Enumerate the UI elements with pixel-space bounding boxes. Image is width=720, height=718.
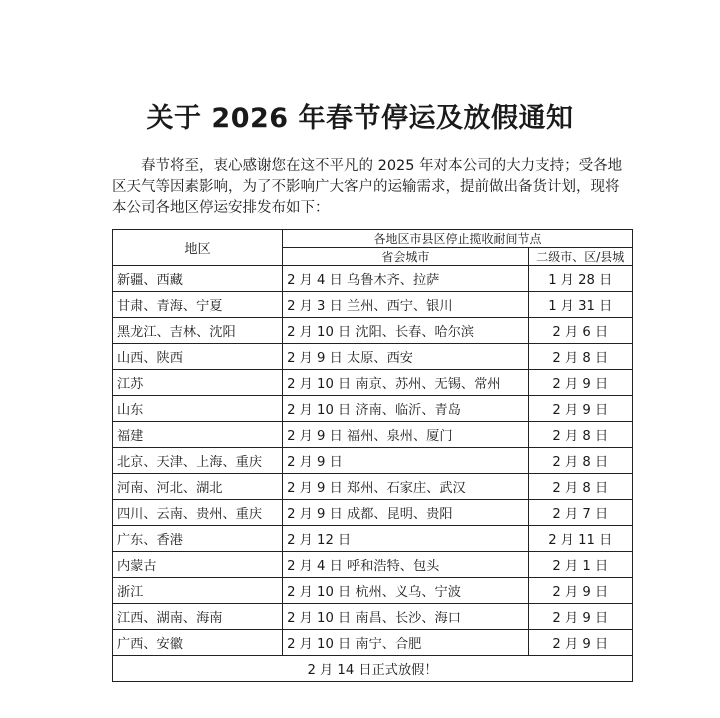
provincial-date-cell: 2 月 3 日 兰州、西宁、银川	[283, 292, 528, 318]
table-header-row	[113, 230, 633, 248]
secondary-date-cell: 2 月 8 日	[528, 344, 632, 370]
secondary-date-cell: 2 月 11 日	[528, 526, 632, 552]
table-row	[113, 474, 633, 500]
schedule-table	[112, 229, 633, 682]
intro-line-2: 区天气等因素影响，为了不影响广大客户的运输需求，提前做出备货计划，现将	[112, 179, 620, 195]
provincial-date-cell: 2 月 9 日 郑州、石家庄、武汉	[283, 474, 528, 500]
header-region: 地区	[113, 230, 283, 266]
table-row	[113, 266, 633, 292]
provincial-date-cell: 2 月 10 日 济南、临沂、青岛	[283, 396, 528, 422]
table-row	[113, 500, 633, 526]
intro-line-3: 本公司各地区停运安排发布如下：	[112, 200, 330, 216]
secondary-date-cell: 2 月 9 日	[528, 630, 632, 656]
notice-title: 关于 2026 年春节停运及放假通知	[146, 103, 574, 134]
table-row	[113, 292, 633, 318]
table-row	[113, 370, 633, 396]
table-row	[113, 552, 633, 578]
provincial-date-cell: 2 月 9 日 太原、西安	[283, 344, 528, 370]
region-cell: 内蒙古	[113, 552, 283, 578]
region-cell: 浙江	[113, 578, 283, 604]
region-cell: 山西、陕西	[113, 344, 283, 370]
provincial-date-cell: 2 月 4 日 呼和浩特、包头	[283, 552, 528, 578]
provincial-date-cell: 2 月 4 日 乌鲁木齐、拉萨	[283, 266, 528, 292]
secondary-date-cell: 2 月 8 日	[528, 422, 632, 448]
secondary-date-cell: 2 月 8 日	[528, 448, 632, 474]
table-footer-row	[113, 656, 633, 682]
table-row	[113, 578, 633, 604]
secondary-date-cell: 2 月 9 日	[528, 370, 632, 396]
intro-line-1: 春节将至，衷心感谢您在这不平凡的 2025 年对本公司的大力支持；受各地	[141, 158, 623, 174]
region-cell: 四川、云南、贵州、重庆	[113, 500, 283, 526]
region-cell: 新疆、西藏	[113, 266, 283, 292]
region-cell: 江苏	[113, 370, 283, 396]
region-cell: 江西、湖南、海南	[113, 604, 283, 630]
header-provincial: 省会城市	[283, 248, 528, 266]
table-row	[113, 344, 633, 370]
secondary-date-cell: 2 月 9 日	[528, 396, 632, 422]
provincial-date-cell: 2 月 10 日 南宁、合肥	[283, 630, 528, 656]
provincial-date-cell: 2 月 9 日	[283, 448, 528, 474]
secondary-date-cell: 2 月 1 日	[528, 552, 632, 578]
header-secondary: 二级市、区/县城	[528, 248, 632, 266]
provincial-date-cell: 2 月 12 日	[283, 526, 528, 552]
provincial-date-cell: 2 月 10 日 南京、苏州、无锡、常州	[283, 370, 528, 396]
table-row	[113, 604, 633, 630]
table-row	[113, 526, 633, 552]
holiday-note: 2 月 14 日正式放假！	[113, 656, 633, 682]
region-cell: 黑龙江、吉林、沈阳	[113, 318, 283, 344]
secondary-date-cell: 2 月 8 日	[528, 474, 632, 500]
table-row	[113, 630, 633, 656]
provincial-date-cell: 2 月 10 日 南昌、长沙、海口	[283, 604, 528, 630]
secondary-date-cell: 2 月 9 日	[528, 604, 632, 630]
secondary-date-cell: 2 月 6 日	[528, 318, 632, 344]
provincial-date-cell: 2 月 10 日 沈阳、长春、哈尔滨	[283, 318, 528, 344]
secondary-date-cell: 2 月 7 日	[528, 500, 632, 526]
table-row	[113, 448, 633, 474]
region-cell: 广东、香港	[113, 526, 283, 552]
table-row	[113, 422, 633, 448]
notice-intro	[112, 156, 632, 219]
provincial-date-cell: 2 月 9 日 福州、泉州、厦门	[283, 422, 528, 448]
secondary-date-cell: 1 月 28 日	[528, 266, 632, 292]
region-cell: 福建	[113, 422, 283, 448]
secondary-date-cell: 1 月 31 日	[528, 292, 632, 318]
secondary-date-cell: 2 月 9 日	[528, 578, 632, 604]
region-cell: 甘肃、青海、宁夏	[113, 292, 283, 318]
region-cell: 山东	[113, 396, 283, 422]
provincial-date-cell: 2 月 10 日 杭州、义乌、宁波	[283, 578, 528, 604]
region-cell: 广西、安徽	[113, 630, 283, 656]
table-row	[113, 318, 633, 344]
provincial-date-cell: 2 月 9 日 成都、昆明、贵阳	[283, 500, 528, 526]
region-cell: 河南、河北、湖北	[113, 474, 283, 500]
region-cell: 北京、天津、上海、重庆	[113, 448, 283, 474]
table-row	[113, 396, 633, 422]
header-group: 各地区市县区停止揽收耐间节点	[283, 230, 633, 248]
